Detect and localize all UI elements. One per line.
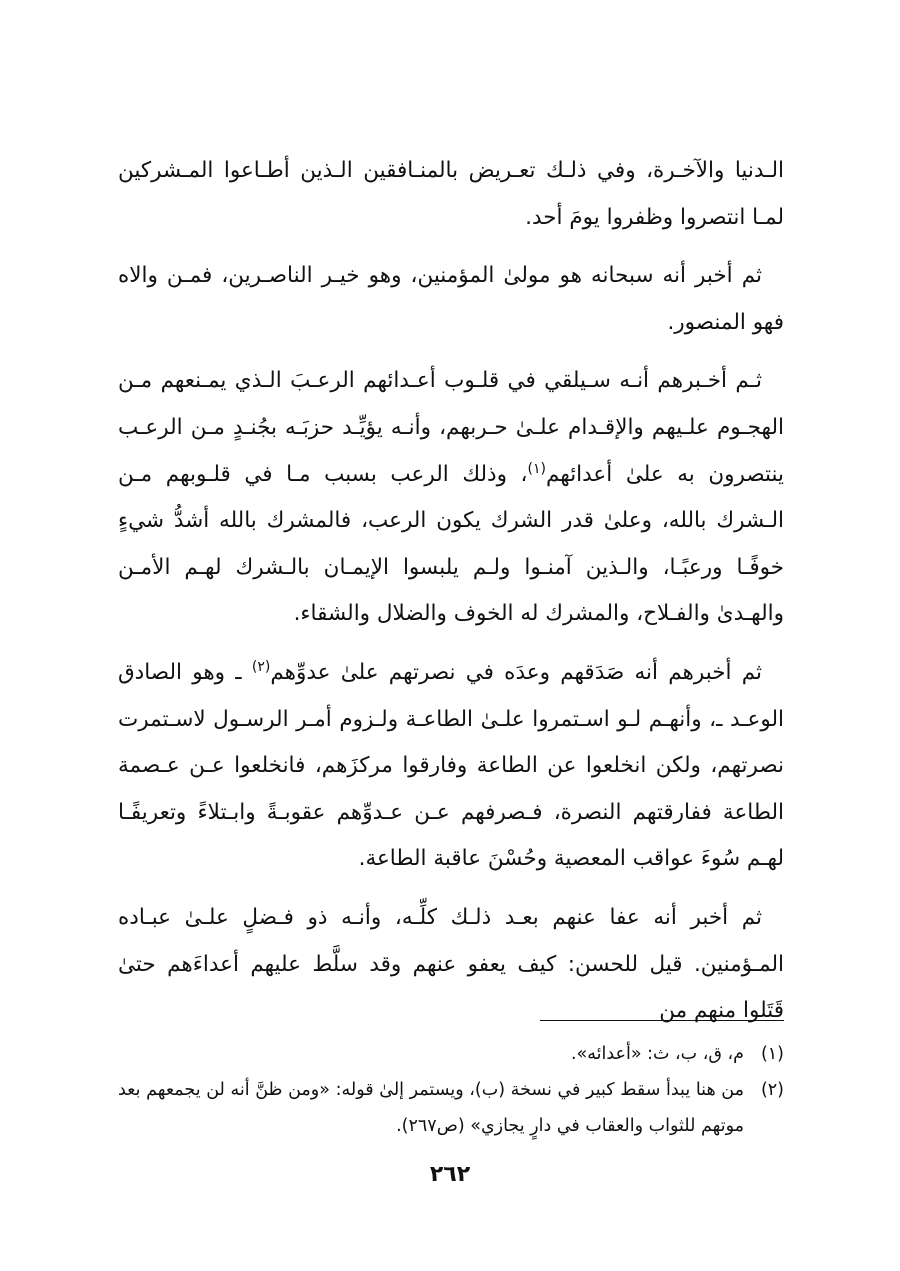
paragraph-2: ثم أخبر أنه سبحانه هو مولىٰ المؤمنين، وهو خيـر الناصـرين، فمـن والاه فهو المنصور. [118,263,784,335]
paragraph-4 [118,650,784,883]
footnote-ref-1[interactable]: (١) [527,460,546,477]
body-text [118,148,784,1047]
footnote-number: (٢) [760,1080,784,1100]
paragraph-4-part-2: ـ وهو الصادق الوعـد ـ، وأنهـم لـو اسـتمروا علـىٰ الطاعـة ولـزوم أمـر الرسـول لاسـتمرت نصرتهم، ولكن انخلعوا عن الطاعة وفارقوا مركزَهم، فانخلعوا عـن عـصمة الطاعة ففارقتهم النصرة، فـصرفهم عـن عـدوِّهم عقوبـةً وابـتلاءً وتعريفًـا لهـم سُوءَ عواقب المعصية وحُسْنَ عاقبة الطاعة. [118,659,784,872]
paragraph-4-part-1: ثم أخبرهم أنه صَدَقهم وعدَه في نصرتهم علىٰ عدوِّهم [270,659,762,685]
paragraph-5: ثم أخبر أنه عفا عنهم بعـد ذلـك كلِّـه، وأنـه ذو فـضلٍ علـىٰ عبـاده المـؤمنين. قيل للحسن: كيف يعفو عنهم وقد سلَّط عليهم أعداءَهم حتىٰ قَتَلوا منهم من [118,904,784,1024]
footnote-text: م، ق، ب، ث: «أعدائه». [570,1044,744,1064]
page-number: ٢٦٢ [429,1162,471,1187]
paragraph-3 [118,358,784,638]
footnote-ref-2[interactable]: (٢) [251,658,271,675]
paragraph-3-part-2: ، وذلك الرعب بسبب مـا في قلـوبهم مـن الـشرك بالله، وعلىٰ قدر الشرك يكون الرعب، فالمشرك بالله أشدُّ شيءٍ خوفًـا ورعبًـا، والـذين آمنـوا ولـم يلبسوا الإيمـان بالـشرك لهـم الأمـن والهـدىٰ والفـلاح، والمشرك له الخوف والضلال والشقاء. [118,461,784,627]
paragraph-1: الـدنيا والآخـرة، وفي ذلـك تعـريض بالمنـافقين الـذين أطـاعوا المـشركين لمـا انتصروا وظفروا يومَ أحد. [118,158,784,230]
footnote-2 [118,1072,784,1144]
footnote-text: من هنا يبدأ سقط كبير في نسخة (ب)، ويستمر إلىٰ قوله: «ومن ظنَّ أنه لن يجمعهم بعد موتهم للثواب والعقاب في دارٍ يجازي» (ص٢٦٧). [118,1080,744,1136]
footnote-divider [540,1020,784,1021]
paragraph-3-part-1: ثـم أخـبرهم أنـه سـيلقي في قلـوب أعـدائهم الرعـبَ الـذي يمـنعهم مـن الهجـوم علـيهم والإقـدام علـىٰ حـربهم، وأنـه يؤيِّـد حزبَـه بجُنـدٍ مـن الرعـب ينتصرون به علىٰ أعدائهم [118,368,784,487]
footnote-1 [118,1036,784,1072]
footnote-number: (١) [760,1044,784,1064]
footnotes [118,1036,784,1144]
